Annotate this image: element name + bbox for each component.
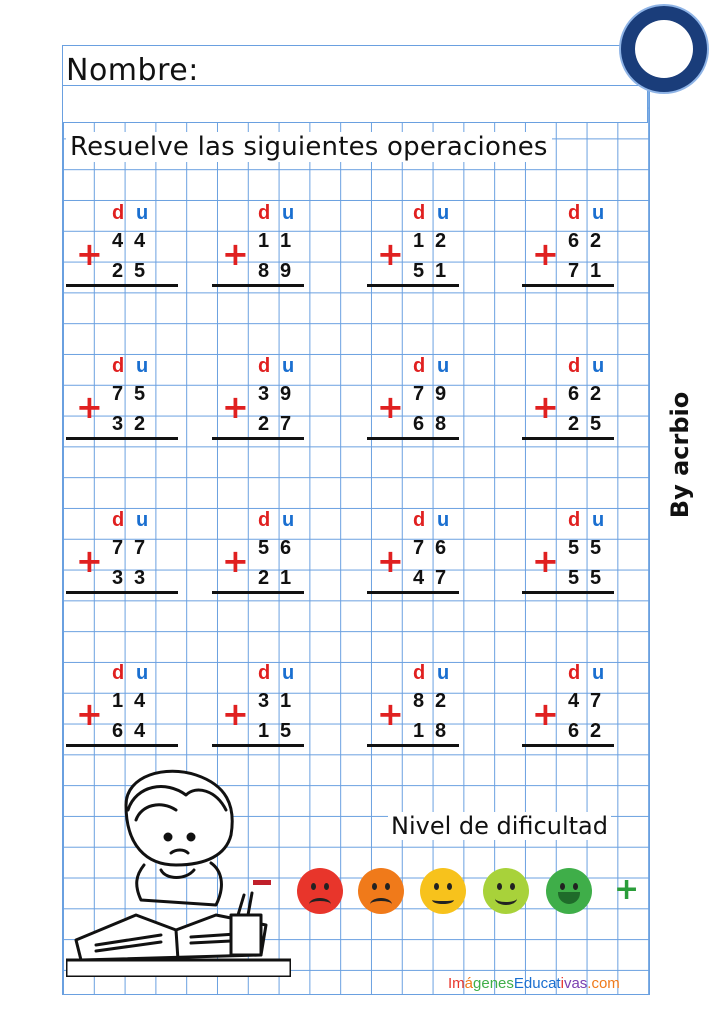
addition-problem (522, 509, 642, 609)
digit: 3 (134, 567, 146, 589)
answer-line (212, 437, 304, 440)
footer-text-part: Im (448, 975, 465, 992)
footer-text-part: á (464, 975, 474, 992)
neutral-face-icon (420, 868, 466, 914)
footer-brand (448, 975, 620, 992)
digit: 3 (258, 383, 270, 405)
tens-header: d (258, 355, 271, 377)
plus-sign: + (377, 695, 404, 733)
digit: 5 (590, 537, 602, 559)
digit: 1 (258, 720, 270, 742)
tens-header: d (258, 662, 271, 684)
plus-sign: + (76, 388, 103, 426)
digit: 6 (568, 230, 580, 252)
units-header: u (437, 202, 450, 224)
digit: 6 (435, 537, 447, 559)
plus-sign: + (532, 695, 559, 733)
instructions: Resuelve las siguientes operaciones (66, 132, 552, 162)
digit: 5 (280, 720, 292, 742)
digit: 3 (112, 413, 124, 435)
digit: 1 (280, 567, 292, 589)
digit: 2 (568, 413, 580, 435)
name-label: Nombre: (66, 53, 199, 88)
answer-line (66, 284, 178, 287)
answer-line (66, 437, 178, 440)
digit: 7 (112, 537, 124, 559)
digit: 2 (112, 260, 124, 282)
tens-header: d (568, 509, 581, 531)
addition-problem (212, 509, 332, 609)
units-header: u (136, 509, 149, 531)
answer-line (367, 744, 459, 747)
addition-problem (66, 509, 186, 609)
digit: 1 (590, 260, 602, 282)
addition-problem (212, 355, 332, 455)
units-header: u (136, 202, 149, 224)
plus-icon: + (614, 872, 640, 907)
digit: 6 (568, 720, 580, 742)
digit: 5 (568, 537, 580, 559)
plus-sign: + (532, 388, 559, 426)
digit: 4 (413, 567, 425, 589)
addition-problem (367, 662, 487, 762)
addition-problem (212, 662, 332, 762)
tens-header: d (413, 662, 426, 684)
footer-text-part: genes (473, 975, 514, 992)
units-header: u (437, 355, 450, 377)
answer-line (66, 744, 178, 747)
plus-sign: + (76, 542, 103, 580)
digit: 5 (590, 413, 602, 435)
tens-header: d (568, 355, 581, 377)
digit: 5 (134, 383, 146, 405)
answer-line (367, 437, 459, 440)
units-header: u (282, 202, 295, 224)
units-header: u (592, 355, 605, 377)
addition-problem (66, 355, 186, 455)
digit: 3 (112, 567, 124, 589)
digit: 7 (280, 413, 292, 435)
plus-sign: + (222, 388, 249, 426)
units-header: u (136, 355, 149, 377)
boy-reading-illustration (66, 765, 291, 977)
footer-text-part: i (560, 975, 564, 992)
tens-header: d (112, 202, 125, 224)
answer-line (212, 284, 304, 287)
answer-line (212, 744, 304, 747)
addition-problem (367, 202, 487, 302)
digit: 2 (134, 413, 146, 435)
tens-header: d (568, 662, 581, 684)
units-header: u (437, 662, 450, 684)
digit: 5 (134, 260, 146, 282)
addition-problem (522, 662, 642, 762)
big-smile-face-icon (546, 868, 592, 914)
digit: 6 (112, 720, 124, 742)
plus-sign: + (532, 235, 559, 273)
digit: 9 (280, 260, 292, 282)
digit: 8 (435, 413, 447, 435)
digit: 2 (258, 567, 270, 589)
units-header: u (592, 509, 605, 531)
digit: 1 (112, 690, 124, 712)
digit: 1 (435, 260, 447, 282)
answer-line (522, 284, 614, 287)
units-header: u (282, 509, 295, 531)
digit: 6 (280, 537, 292, 559)
answer-line (367, 591, 459, 594)
angry-face-icon (297, 868, 343, 914)
digit: 7 (590, 690, 602, 712)
smile-face-icon (483, 868, 529, 914)
digit: 1 (413, 230, 425, 252)
digit: 5 (568, 567, 580, 589)
addition-problem (66, 202, 186, 302)
digit: 4 (134, 690, 146, 712)
plus-sign: + (377, 235, 404, 273)
plus-sign: + (76, 695, 103, 733)
digit: 4 (112, 230, 124, 252)
tens-header: d (413, 202, 426, 224)
units-header: u (437, 509, 450, 531)
digit: 8 (435, 720, 447, 742)
digit: 4 (134, 720, 146, 742)
difficulty-label: Nivel de dificultad (388, 812, 611, 840)
tens-header: d (258, 202, 271, 224)
answer-line (522, 437, 614, 440)
digit: 1 (280, 230, 292, 252)
plus-sign: + (532, 542, 559, 580)
addition-problem (522, 355, 642, 455)
units-header: u (282, 662, 295, 684)
digit: 7 (413, 537, 425, 559)
plus-sign: + (222, 542, 249, 580)
units-header: u (136, 662, 149, 684)
logo-icon (619, 4, 709, 94)
tens-header: d (413, 509, 426, 531)
digit: 9 (280, 383, 292, 405)
digit: 1 (280, 690, 292, 712)
answer-line (522, 744, 614, 747)
byline (660, 390, 700, 520)
addition-problem (367, 355, 487, 455)
digit: 2 (590, 383, 602, 405)
units-header: u (592, 662, 605, 684)
addition-problem (66, 662, 186, 762)
digit: 7 (112, 383, 124, 405)
digit: 7 (134, 537, 146, 559)
digit: 2 (590, 230, 602, 252)
digit: 4 (134, 230, 146, 252)
tens-header: d (258, 509, 271, 531)
addition-problem (212, 202, 332, 302)
footer-text-part: .com (587, 975, 620, 992)
footer-text-part: Educat (513, 975, 561, 992)
digit: 1 (258, 230, 270, 252)
answer-line (66, 591, 178, 594)
byline-text: By acrbio (666, 391, 694, 519)
sad-face-icon (358, 868, 404, 914)
tens-header: d (568, 202, 581, 224)
digit: 5 (590, 567, 602, 589)
digit: 5 (258, 537, 270, 559)
digit: 9 (435, 383, 447, 405)
digit: 7 (568, 260, 580, 282)
digit: 5 (413, 260, 425, 282)
plus-sign: + (76, 235, 103, 273)
digit: 2 (258, 413, 270, 435)
plus-sign: + (222, 235, 249, 273)
units-header: u (282, 355, 295, 377)
tens-header: d (112, 662, 125, 684)
tens-header: d (413, 355, 426, 377)
answer-line (212, 591, 304, 594)
plus-sign: + (377, 388, 404, 426)
footer-text-part: vas (563, 975, 588, 992)
tens-header: d (112, 509, 125, 531)
units-header: u (592, 202, 605, 224)
digit: 2 (435, 230, 447, 252)
digit: 2 (590, 720, 602, 742)
digit: 1 (413, 720, 425, 742)
digit: 8 (413, 690, 425, 712)
digit: 2 (435, 690, 447, 712)
answer-line (522, 591, 614, 594)
digit: 3 (258, 690, 270, 712)
digit: 7 (435, 567, 447, 589)
answer-line (367, 284, 459, 287)
digit: 6 (568, 383, 580, 405)
addition-problem (522, 202, 642, 302)
plus-sign: + (377, 542, 404, 580)
tens-header: d (112, 355, 125, 377)
digit: 4 (568, 690, 580, 712)
digit: 7 (413, 383, 425, 405)
digit: 8 (258, 260, 270, 282)
addition-problem (367, 509, 487, 609)
digit: 6 (413, 413, 425, 435)
plus-sign: + (222, 695, 249, 733)
